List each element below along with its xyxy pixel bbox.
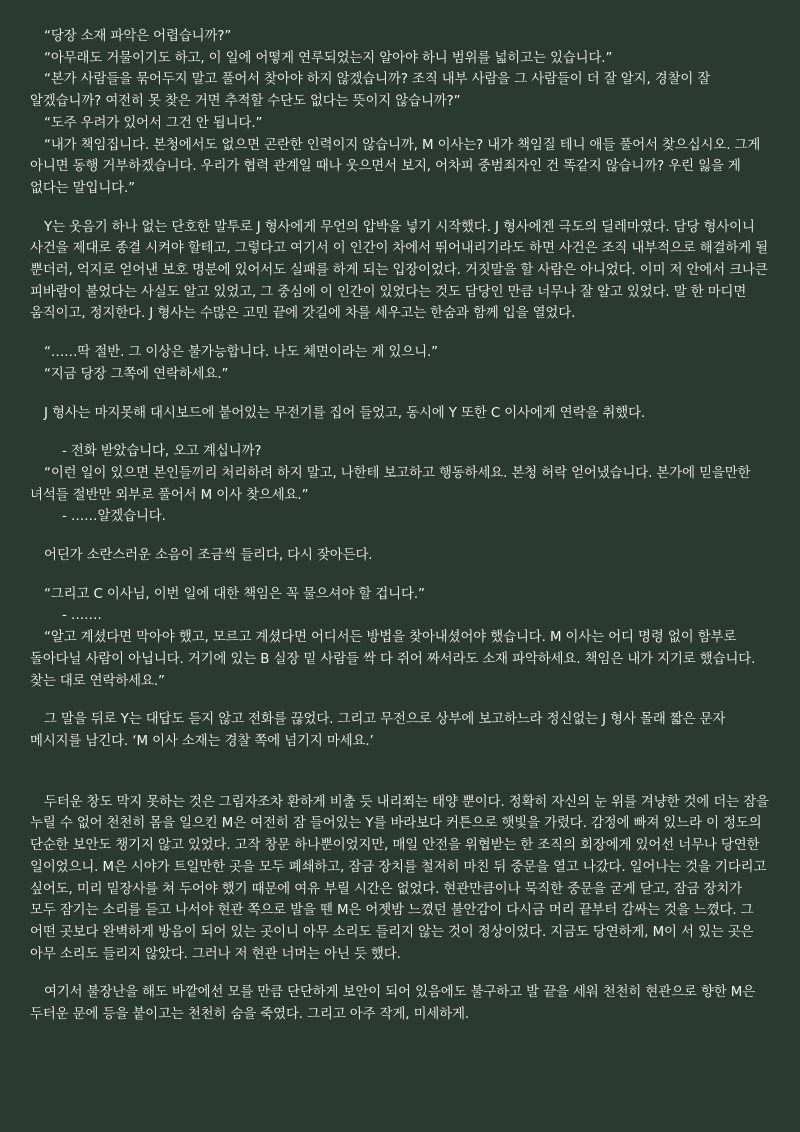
text-line: “이런 일이 있으면 본인들끼리 처리하려 하지 말고, 나한테 보고하고 행동하세요. 본청 허락 얻어냈습니다. 본가에 믿을만한 녀석들 절반만 외부로 풀어서 M 이사 찾으세요.” <box>30 465 751 503</box>
text-line: J 형사는 마지못해 대시보드에 붙어있는 무전기를 집어 들었고, 동시에 Y 또한 C 이사에게 연락을 취했다. <box>44 405 646 421</box>
paragraph-block <box>30 709 770 752</box>
paragraph-block <box>30 584 770 693</box>
dialogue-line-dash: - 전화 받았습니다, 오고 계십니까? <box>62 444 262 460</box>
paragraph-block <box>30 403 770 425</box>
paragraph-block <box>30 441 770 528</box>
text-line: 어딘가 소란스러운 소음이 조금씩 들리다, 다시 잦아든다. <box>44 548 373 564</box>
paragraph-block <box>30 26 770 200</box>
text-line: Y는 웃음기 하나 없는 단호한 말투로 J 형사에게 무언의 압박을 넣기 시작했다. J 형사에겐 극도의 딜레마였다. 담당 형사이니 사건을 제대로 종결 시켜야 할테고, 그렇다고 여기서 이 인간이 차에서 뛰어내리기라도 하면 사건은 조직 내부적으로 해결하게 될 뿐더러, 억지로 얻어낸 보호 명분에 있어서도 실패를 하게 되는 입장이었다. 거짓말을 할 사람은 아니었다. 이미 저 안에서 크나큰 피바람이 불었다는 사실도 알고 있었고, 그 중심에 이 인간이 있었다는 것도 담당인 만큼 너무나 잘 알고 있었다. 말 한 마디면 움직이고, 정지한다. J 형사는 수많은 고민 끝에 갓길에 차를 세우고는 한숨과 함께 입을 열었다. <box>30 219 769 322</box>
document-body <box>30 26 770 1026</box>
paragraph-block <box>30 342 770 385</box>
text-line: 두터운 창도 막지 못하는 것은 그림자조차 환하게 비출 듯 내리쬐는 태양 뿐이다. 정확히 자신의 눈 위를 겨냥한 것에 더는 잠을 누릴 수 없어 천천히 몸을 일으킨 M은 여전히 잠 들어있는 Y를 바라보다 커튼으로 햇빛을 가렸다. 감정에 빠져 있느라 이 정도의 단순한 보안도 챙기지 않고 있었다. 고작 창문 하나뿐이었지만, 매일 안전을 위협받는 한 조직의 회장에게 있어선 너무나 당연한 일이었으니. M은 시야가 트일만한 곳을 모두 폐쇄하고, 잠금 장치를 철저히 마친 뒤 중문을 열고 나갔다. 일어나는 것을 기다리고 싶어도, 미리 밑장사를 쳐 두어야 했기 때문에 여유 부릴 시간은 없었다. 현관만큼이나 묵직한 중문을 굳게 닫고, 잠금 장치가 모두 잠기는 소리를 듣고 나서야 현관 쪽으로 발을 뗀 M은 어젯밤 느꼈던 불안감이 다시금 머리 끝부터 감싸는 것을 느꼈다. 그 어떤 곳보다 완벽하게 방음이 되어 있는 곳이니 아무 소리도 들리지 않는 것이 정상이었다. 지금도 당연하게, M이 서 있는 곳은 아무 소리도 들리지 않았다. 그러나 저 현관 너머는 아닌 듯 했다. <box>30 794 769 962</box>
paragraph-block <box>30 792 770 966</box>
text-line: “그리고 C 이사님, 이번 일에 대한 책임은 꼭 물으셔야 할 겁니다.” <box>44 586 425 602</box>
paragraph-spacer <box>30 770 770 792</box>
text-line: “알고 계셨다면 막아야 했고, 모르고 계셨다면 어디서든 방법을 찾아내셨어야 했습니다. M 이사는 어디 명령 없이 함부로 돌아다닐 사람이 아닙니다. 거기에 있는 B 실장 밑 사람들 싹 다 쥐어 짜서라도 소재 파악하세요. 책임은 내가 지기로 했습니다. 찾는 대로 연락하세요.” <box>30 630 756 689</box>
text-line: 그 말을 뒤로 Y는 대답도 듣지 않고 전화를 끊었다. 그리고 무전으로 상부에 보고하느라 정신없는 J 형사 몰래 짧은 문자 메시지를 남긴다. ‘M 이사 소재는 경찰 쪽에 넘기지 마세요.’ <box>30 712 726 749</box>
text-line: “도주 우려가 있어서 그건 안 됩니다.” <box>44 115 263 131</box>
text-line: 여기서 불장난을 해도 바깥에선 모를 만큼 단단하게 보안이 되어 있음에도 불구하고 발 끝을 세워 천천히 현관으로 향한 M은 두터운 문에 등을 붙이고는 천천히 숨을 죽였다. 그리고 아주 작게, 미세하게. <box>30 985 756 1023</box>
paragraph-block <box>30 545 770 567</box>
text-line: “……딱 절반. 그 이상은 불가능합니다. 나도 체면이라는 게 있으니.” <box>44 345 439 361</box>
text-line: “본가 사람들을 묶어두지 말고 풀어서 찾아야 하지 않겠습니까? 조직 내부 사람을 그 사람들이 더 잘 알지, 경찰이 잘 알겠습니까? 여전히 못 찾은 거면 추적할 수단도 없다는 뜻이지 않습니까?” <box>30 72 711 110</box>
text-line: “당장 소재 파악은 어렵습니까?” <box>44 29 232 44</box>
dialogue-line-dash: - ……알겠습니다. <box>62 509 166 525</box>
paragraph-block <box>30 217 770 326</box>
text-line: “지금 당장 그쪽에 연락하세요.” <box>44 366 229 382</box>
text-line: “내가 책임집니다. 본청에서도 없으면 곤란한 인력이지 않습니까, M 이사는? 내가 책임질 테니 애들 풀어서 찾으십시오. 그게 아니면 동행 거부하겠습니다. 우리가 협력 관계일 때나 웃으면서 보지, 어차피 중범죄자인 건 똑같지 않습니까? 우린 잃을 게 없다는 말입니다.” <box>30 137 761 196</box>
text-line: “아무래도 거물이기도 하고, 이 일에 어떻게 연루되었는지 알아야 하니 범위를 넓히고는 있습니다.” <box>44 50 613 66</box>
dialogue-line-dash: - ……. <box>62 608 102 624</box>
paragraph-block <box>30 982 770 1025</box>
